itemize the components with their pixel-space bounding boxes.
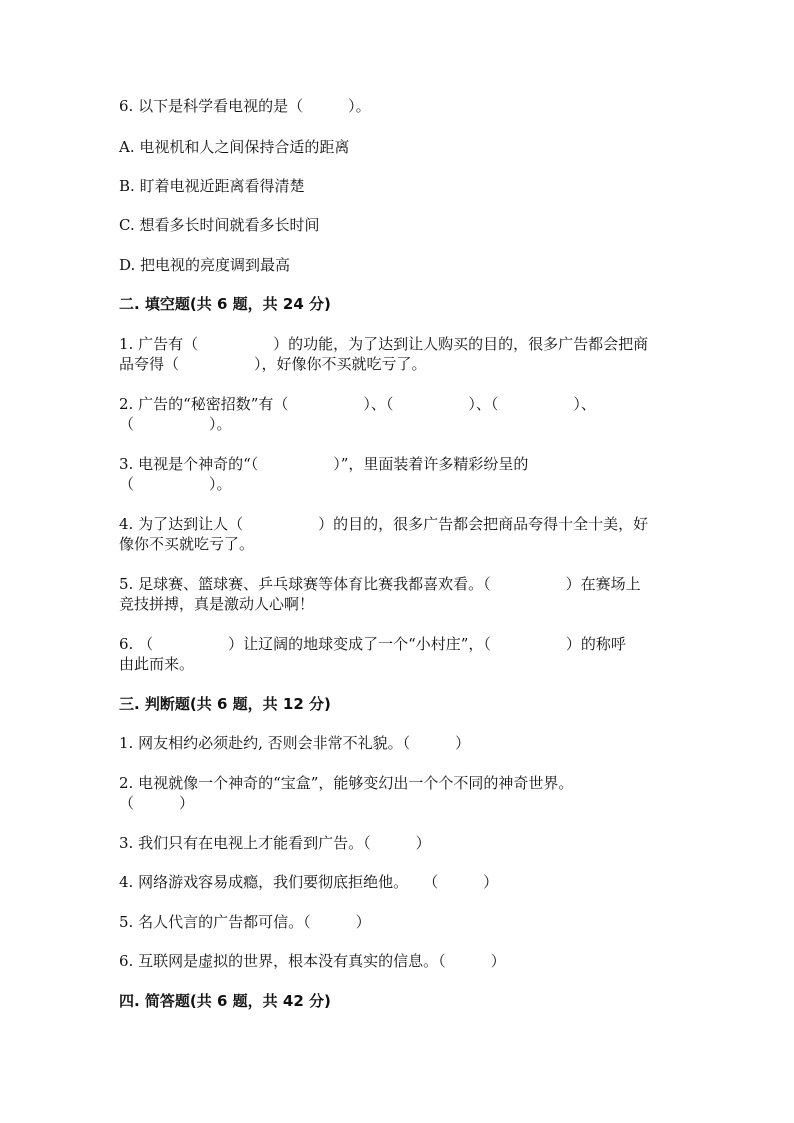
section-heading-true-false: 三. 判断题(共 6 题，共 12 分) (119, 695, 331, 713)
option-d: D. 把电视的亮度调到最高 (119, 256, 291, 274)
fill-q1-line1: 1. 广告有（ ）的功能，为了达到让人购买的目的，很多广告都会把商 (119, 335, 649, 353)
tf-q2-line2: （ ） (119, 794, 195, 812)
fill-q1-line2: 品夸得（ ），好像你不买就吃亏了。 (119, 355, 427, 373)
fill-q3-line2: （ ）。 (119, 475, 232, 493)
fill-q2-line2: （ ）。 (119, 415, 232, 433)
question-6-mc: 6. 以下是科学看电视的是（ ）。 (119, 97, 371, 115)
fill-q5-line2: 竞技拼搏，真是激动人心啊！ (119, 595, 315, 613)
tf-q6: 6. 互联网是虚拟的世界，根本没有真实的信息。（ ） (119, 952, 506, 970)
tf-q4: 4. 网络游戏容易成瘾，我们要彻底拒绝他。 （ ） (119, 873, 499, 891)
tf-q3: 3. 我们只有在电视上才能看到广告。（ ） (119, 834, 431, 852)
fill-q2-line1: 2. 广告的“秘密招数”有（ ）、（ ）、（ ）、 (119, 395, 596, 413)
option-c: C. 想看多长时间就看多长时间 (119, 216, 320, 234)
fill-q6-line2: 由此而来。 (119, 655, 195, 673)
fill-q6-line1: 6. （ ）让辽阔的地球变成了一个“小村庄”，（ ）的称呼 (119, 635, 626, 653)
fill-q4-line1: 4. 为了达到让人（ ）的目的，很多广告都会把商品夸得十全十美，好 (119, 515, 649, 533)
section-heading-short-answer: 四. 简答题(共 6 题，共 42 分) (119, 992, 331, 1010)
section-heading-fill-blank: 二. 填空题(共 6 题，共 24 分) (119, 295, 331, 313)
tf-q5: 5. 名人代言的广告都可信。（ ） (119, 913, 371, 931)
option-b: B. 盯着电视近距离看得清楚 (119, 177, 305, 195)
fill-q4-line2: 像你不买就吃亏了。 (119, 535, 255, 553)
fill-q3-line1: 3. 电视是个神奇的“（ ）”，里面装着许多精彩纷呈的 (119, 455, 529, 473)
tf-q1: 1. 网友相约必须赴约, 否则会非常不礼貌。（ ） (119, 734, 471, 752)
fill-q5-line1: 5. 足球赛、篮球赛、乒乓球赛等体育比赛我都喜欢看。（ ）在赛场上 (119, 575, 641, 593)
tf-q2-line1: 2. 电视就像一个神奇的“宝盒”，能够变幻出一个个不同的神奇世界。 (119, 774, 574, 792)
option-a: A. 电视机和人之间保持合适的距离 (119, 138, 350, 156)
